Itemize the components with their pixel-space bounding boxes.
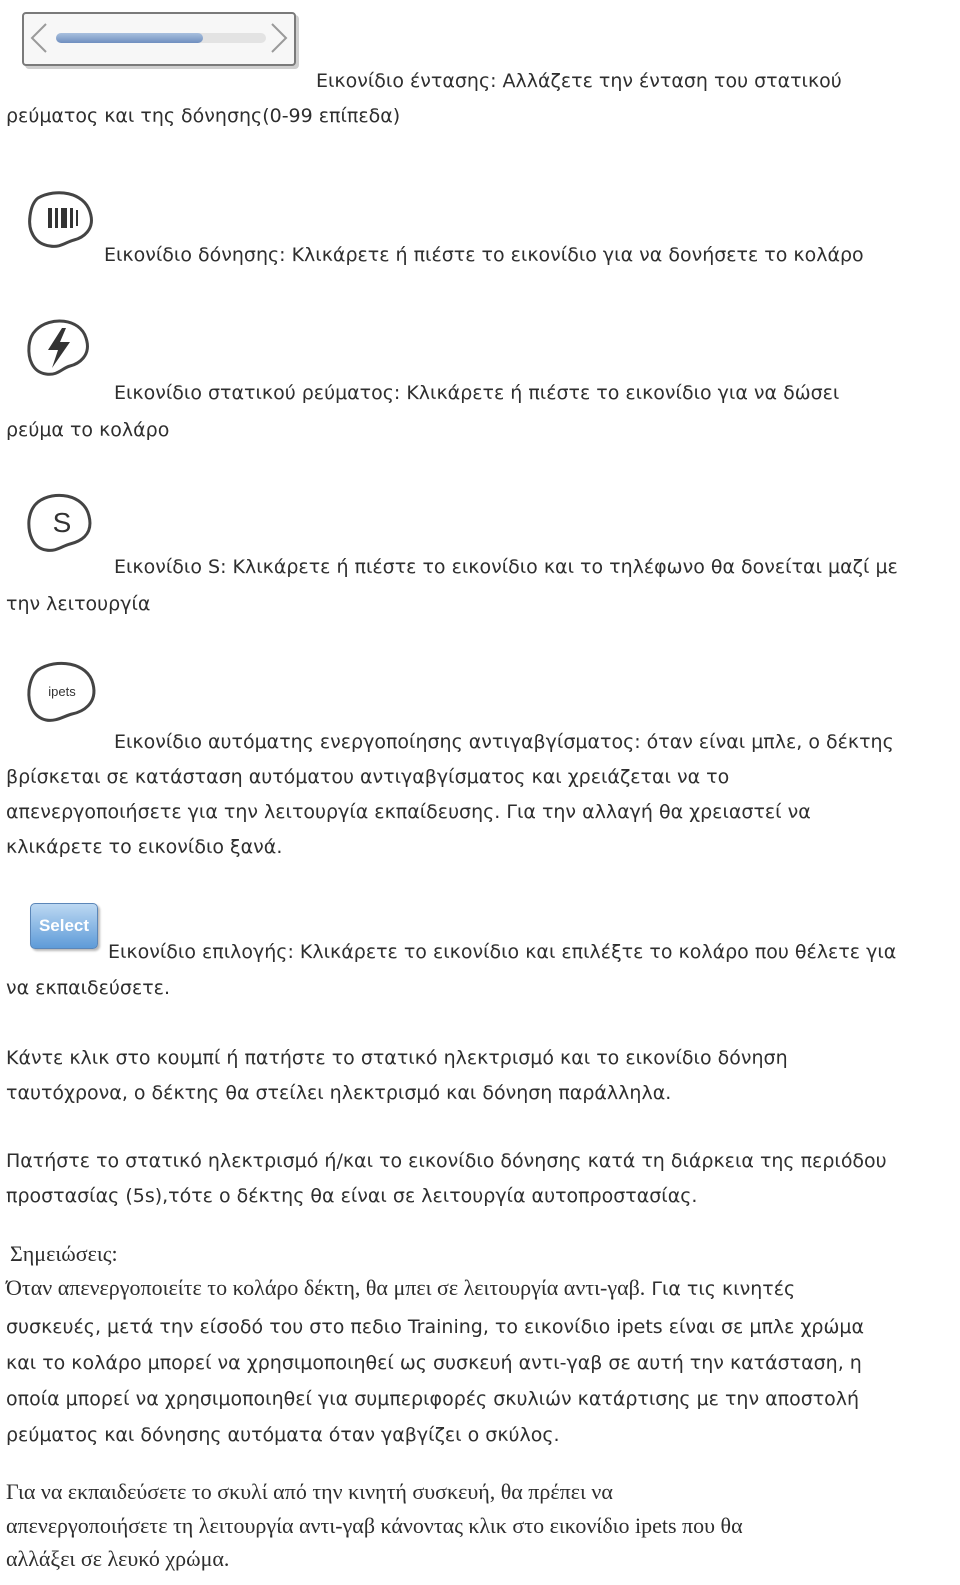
combined-text-line: Κάντε κλικ στο κουμπί ή πατήστε το στατικό ηλεκτρισμό και το εικονίδιο δόνηση: [6, 1047, 788, 1069]
static-text-lead: Εικονίδιο στατικού ρεύματος: Κλικάρετε ή πιέστε το εικονίδιο για να δώσει: [114, 382, 840, 404]
s-mode-text-cont: την λειτουργία: [6, 593, 151, 615]
ipets-text-lead: Εικονίδιο αυτόματης ενεργοποίησης αντιγαβγίσματος: όταν είναι μπλε, ο δέκτης: [114, 731, 894, 753]
protection-text-line: Πατήστε το στατικό ηλεκτρισμό ή/και το εικονίδιο δόνησης κατά τη διάρκεια της περιόδου: [6, 1150, 887, 1172]
vibration-text: Εικονίδιο δόνησης: Κλικάρετε ή πιέστε το εικονίδιο για να δονήσετε το κολάρο: [104, 244, 864, 266]
lightning-icon[interactable]: [26, 316, 92, 378]
ipets-text-line: κλικάρετε το εικονίδιο ξανά.: [6, 836, 283, 858]
protection-text-line: προστασίας (5s),τότε ο δέκτης θα είναι σε λειτουργία αυτοπροστασίας.: [6, 1185, 698, 1207]
s-mode-icon[interactable]: [26, 492, 94, 554]
select-text-cont: να εκπαιδεύσετε.: [6, 977, 170, 999]
intensity-slider[interactable]: [22, 12, 296, 66]
final-line: Για να εκπαιδεύσετε το σκυλί από την κινητή συσκευή, θα πρέπει να: [6, 1479, 613, 1504]
notes-first-sans: Για τις κινητές: [645, 1278, 796, 1300]
chevron-right-icon[interactable]: [268, 22, 290, 54]
s-mode-letter: S: [52, 507, 72, 538]
notes-heading: Σημειώσεις:: [10, 1241, 118, 1266]
ipets-label: ipets: [48, 684, 76, 699]
ipets-icon[interactable]: [26, 660, 98, 724]
notes-first-serif: Όταν απενεργοποιείτε το κολάρο δέκτη, θα μπει σε λειτουργία αντι-γαβ.: [6, 1275, 646, 1300]
notes-line: ρεύματος και δόνησης αυτόματα όταν γαβγίζει ο σκύλος.: [6, 1424, 560, 1446]
combined-text-line: ταυτόχρονα, ο δέκτης θα στείλει ηλεκτρισμό και δόνηση παράλληλα.: [6, 1082, 672, 1104]
final-line: απενεργοποιήσετε τη λειτουργία αντι-γαβ κάνοντας κλικ στο εικονίδιο ipets που θα: [6, 1513, 743, 1538]
ipets-text-line: βρίσκεται σε κατάσταση αυτόματου αντιγαβγίσματος και χρειάζεται να το: [6, 766, 730, 788]
s-mode-text-lead: Εικονίδιο S: Κλικάρετε ή πιέστε το εικονίδιο και το τηλέφωνο θα δονείται μαζί με: [114, 556, 898, 578]
static-text-cont: ρεύμα το κολάρο: [6, 419, 170, 441]
notes-line: συσκευές, μετά την είσοδό του στο πεδιο Training, το εικονίδιο ipets είναι σε μπλε χρώμα: [6, 1316, 865, 1338]
notes-line: οποία μπορεί να χρησιμοποιηθεί για συμπεριφορές σκυλιών κατάρτισης με την αποστολή: [6, 1388, 860, 1410]
final-line: αλλάξει σε λευκό χρώμα.: [6, 1546, 230, 1571]
select-text-lead: Εικονίδιο επιλογής: Κλικάρετε το εικονίδιο και επιλέξτε το κολάρο που θέλετε για: [108, 941, 897, 963]
intensity-text-cont: ρεύματος και της δόνησης(0-99 επίπεδα): [6, 105, 401, 127]
notes-line: και το κολάρο μπορεί να χρησιμοποιηθεί ως συσκευή αντι-γαβ σε αυτή την κατάσταση, η: [6, 1352, 862, 1374]
vibration-icon[interactable]: [26, 190, 96, 252]
ipets-text-line: απενεργοποιήσετε για την λειτουργία εκπαίδευσης. Για την αλλαγή θα χρειαστεί να: [6, 801, 811, 823]
chevron-left-icon[interactable]: [28, 22, 50, 54]
intensity-text-lead: Εικονίδιο έντασης: Αλλάζετε την ένταση του στατικού: [316, 70, 842, 92]
slider-track[interactable]: [56, 33, 266, 43]
notes-first-line: [6, 1270, 954, 1307]
slider-fill: [56, 33, 203, 43]
select-button[interactable]: Select: [30, 903, 98, 949]
